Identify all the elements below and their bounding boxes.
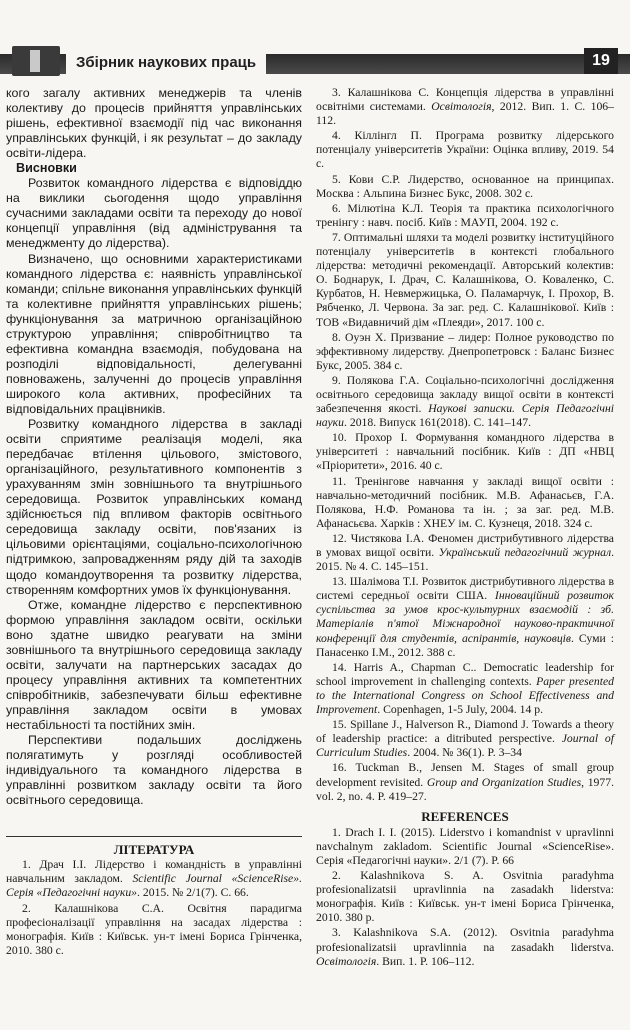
- reference-item: 7. Оптимальні шляхи та моделі розвитку інституційного потенціалу університетів в контексті глобального лідерства: методичні рекомендації. Авторський колектив: О. Боднарук, І. Драч, С. Калашнікова, О. Коваленко, С. Курбатов, Н. Невмержицька, О. Паламарчук, І. Прохор, В. Рябченко, Л. Червона. За заг. ред. С. Калашнікової. Київ : ТОВ «Видавничий дім «Плеяди», 2017. 100 с.: [316, 230, 614, 329]
- reference-item: 11. Тренінгове навчання у закладі вищої освіти : навчально-методичний посібник. М.В. Афанасьєв, Г.А. Полякова, Н.Ф. Романова та ін. ; за заг. ред. М.В. Афанасьєва. Харків : ХНЕУ ім. С. Кузнеця, 2018. 324 с.: [316, 474, 614, 530]
- left-column: [6, 86, 302, 808]
- literature-heading: ЛІТЕРАТУРА: [113, 842, 195, 857]
- paragraph: Розвиток командного лідерства є відповіддю на виклики сьогодення щодо управління сучасними закладами освіти та переходу до нової концепції управління (від адміністрування та менеджменту до лідерства).: [6, 176, 302, 251]
- reference-item: 1. Drach I. I. (2015). Liderstvo i komandnist v upravlinni navchalnym zakladom. Scientific Journal «ScienceRise». Серія «Педагогічні науки». 2/1 (7). P. 66: [316, 825, 614, 867]
- paragraph: Визначено, що основними характеристиками командного лідерства є: наявність управлінської команди; спільне виконання управлінських функцій та колективне прийняття управлінських рішень; функціонування за матричною організаційною структурою управління; співробітництво та ефективна командна взаємодія, побудована на розподілі відповідальності, делегуванні повноважень, залученні до процесів управління широкого кола активних, професійних та відповідальних працівників.: [6, 251, 302, 416]
- reference-item: 6. Мілютіна К.Л. Теорія та практика психологічного тренінгу : навч. посіб. Київ : МАУП, 2004. 192 с.: [316, 201, 614, 229]
- reference-item: 3. Kalashnikova S.A. (2012). Osvitnia paradyhma profesionalizatsii upravlinnia na zasadakh liderstva. Освітологія. Вип. 1. P. 106–112.: [316, 926, 614, 968]
- page-number: 19: [584, 48, 618, 74]
- reference-item: 13. Шалімова Т.І. Розвиток дистрибутивного лідерства в системі середньої освіти США. Інноваційний розвиток суспільства за умов крос-культурних взаємодій : зб. Матеріалів п'ятої Міжнародної науково-практичної конференції для студентів, аспірантів, науковців. Суми : Панасенко І.М., 2012. 388 с.: [316, 575, 615, 659]
- reference-item: 15. Spillane J., Halverson R., Diamond J. Towards a theory of leadership practice: a ditributed perspective. Journal of Curriculum Studies. 2004. № 36(1). P. 3–34: [316, 718, 614, 760]
- page-header: [0, 46, 630, 78]
- right-column: [316, 86, 614, 970]
- reference-item: 12. Чистякова І.А. Феномен дистрибутивного лідерства в умовах вищої освіти. Український педагогічний журнал. 2015. № 4. С. 145–151.: [316, 531, 614, 574]
- journal-title: Збірник наукових праць: [66, 52, 266, 74]
- reference-item: 2. Калашнікова С.А. Освітня парадигма професіоналізації управління на засадах лідерства : монографія. Київ : Київськ. ун-т імені Бориса Грінченка, 2010. 380 с.: [6, 901, 302, 958]
- reference-item: 3. Калашнікова С. Концепція лідерства в управлінні освітніми системами. Освітологія, 2012. Вип. 1. С. 106–112.: [316, 86, 614, 128]
- references-heading: REFERENCES: [421, 808, 509, 824]
- reference-item: 1. Драч І.І. Лідерство і командність в управлінні навчальним закладом. Scientific Journal «ScienceRise». Серія «Педагогічні науки». 2015. № 2/1(7). С. 66.: [6, 858, 302, 900]
- paragraph: Перспективи подальших досліджень полягатимуть у розгляді особливостей індивідуального та командного лідерства в управлінні розвитком закладу освіти та його освітнього середовища.: [6, 733, 302, 808]
- intro-paragraph: кого загалу активних менеджерів та членів колективу до процесів прийняття управлінських рішень, ефективної взаємодії під час виконання управлінських функцій, і як результат – до закладу освіти-лідера.: [6, 86, 302, 161]
- left-references: [6, 858, 302, 959]
- section-divider: [6, 836, 302, 837]
- reference-item: 10. Прохор І. Формування командного лідерства в університеті : навчальний посібник. Київ : ДП «НВЦ «Пріоритети», 2016. 40 с.: [316, 431, 614, 473]
- reference-item: 8. Оуэн Х. Призвание – лидер: Полное руководство по эффективному лидерству. Днепропетровск : Баланс Бизнес Букс, 2005. 384 с.: [316, 330, 614, 372]
- reference-item: 14. Harris A., Chapman C.. Democratic leadership for school improvement in challenging contexts. Paper presented to the International Congress on School Effectiveness and Improvement. Copenhagen, 1-5 July, 2004. 14 p.: [316, 660, 614, 717]
- reference-item: 16. Tuckman B., Jensen M. Stages of small group development revisited. Group and Organization Studies, 1977. vol. 2, no. 4. P. 419–27.: [316, 761, 614, 803]
- reference-item: 5. Кови С.Р. Лидерство, основанное на принципах. Москва : Альпина Бизнес Букс, 2008. 302 с.: [316, 172, 614, 200]
- conclusions-heading: Висновки: [16, 161, 77, 176]
- paragraph: Розвитку командного лідерства в закладі освіти сприятиме реалізація моделі, яка передбачає втілення цільового, змістового, організаційного, результативного компонентів з урахуванням змін зовнішнього та внутрішнього середовища. Розвиток управлінських команд здійснюється під впливом факторів освітнього середовища закладу освіти, пов'язаних із цільовими орієнтаціями, соціально-психологічною підтримкою, запровадженням ряду дій та заходів щодо командоутворення та розвитку лідерства, створенням комфортних умов їх функціонування.: [6, 417, 302, 597]
- journal-logo-icon: [12, 46, 60, 76]
- reference-item: 4. Кіллінгл П. Програма розвитку лідерського потенціалу університетів України: Оцінка впливу, 2019. 54 с.: [316, 129, 614, 171]
- paragraph: Отже, командне лідерство є перспективною формою управління закладом освіти, оскільки воно здатне швидко реагувати на зміни зовнішнього та внутрішнього середовища закладу освіти, залучати на партнерських засадах до процесу управління активних та компетентних співробітників, забезпечувати більш ефективне управління закладом освіти в умовах нестабільності та постійних змін.: [6, 597, 302, 732]
- reference-item: 9. Полякова Г.А. Соціально-психологічні дослідження освітнього середовища закладу вищої освіти в контексті забезпечення якості. Наукові записки. Серія Педагогічні науки. 2018. Випуск 161(2018). С. 141–147.: [316, 373, 614, 430]
- reference-item: 2. Kalashnikova S. A. Osvitnia paradyhma profesionalizatsii upravlinnia na zasadakh liderstva: монографія. Київ : Київськ. ун-т імені Бориса Грінченка, 2010. 380 p.: [316, 869, 614, 925]
